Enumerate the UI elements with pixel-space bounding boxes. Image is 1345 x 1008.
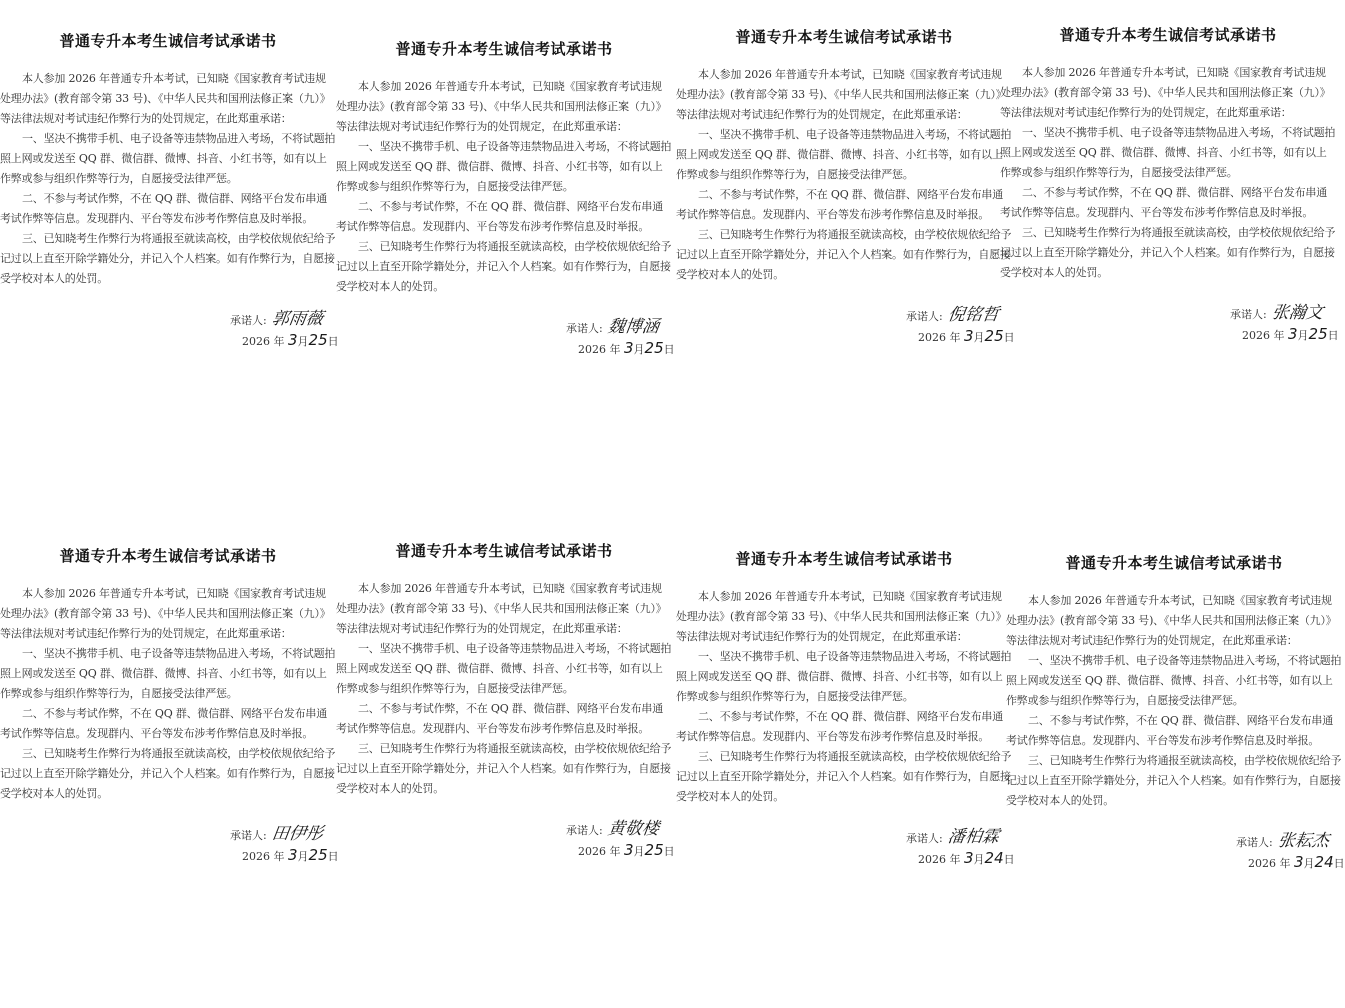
document-title: 普通专升本考生诚信考试承诺书 xyxy=(395,40,613,58)
pledge-document-5 xyxy=(0,545,339,864)
pledge-item-1: 一、坚决不携带手机、电子设备等违禁物品进入考场，不将试题拍照上网或发送至 QQ 群、微信群、微博、抖音、小红书等，如有以上作弊或参与组织作弊等行为，自愿接受法律严惩。 xyxy=(1000,126,1336,179)
date-day-unit: 日 xyxy=(327,335,339,348)
date-year: 2026 年 xyxy=(242,335,285,348)
handwritten-signature: 张瀚文 xyxy=(1270,303,1325,323)
intro-paragraph: 本人参加 2026 年普通专升本考试，已知晓《国家教育考试违规处理办法》(教育部令第 33 号)、《中华人民共和国刑法修正案（九）》等法律法规对考试违纪作弊行为的处罚规定，在此郑重承诺： xyxy=(336,582,667,635)
pledge-item-3: 三、已知晓考生作弊行为将通报至就读高校，由学校依规依纪给予记过以上直至开除学籍处分，并记入个人档案。如有作弊行为，自愿接受学校对本人的处罚。 xyxy=(676,228,1012,281)
document-title: 普通专升本考生诚信考试承诺书 xyxy=(1059,26,1277,44)
pledge-document-1 xyxy=(0,30,339,349)
handwritten-signature: 潘柏霖 xyxy=(946,827,1001,847)
date-day: 25 xyxy=(644,339,664,357)
signature-block xyxy=(676,303,1015,345)
pledge-item-2: 二、不参与考试作弊，不在 QQ 群、微信群、网络平台发布串通考试作弊等信息。发现群内、平台等发布涉考作弊信息及时举报。 xyxy=(676,710,1004,743)
pledge-item-3: 三、已知晓考生作弊行为将通报至就读高校，由学校依规依纪给予记过以上直至开除学籍处分，并记入个人档案。如有作弊行为，自愿接受学校对本人的处罚。 xyxy=(336,742,672,795)
intro-paragraph: 本人参加 2026 年普通专升本考试，已知晓《国家教育考试违规处理办法》(教育部令第 33 号)、《中华人民共和国刑法修正案（九）》等法律法规对考试违纪作弊行为的处罚规定，在此郑重承诺： xyxy=(1006,594,1337,647)
pledge-document-2 xyxy=(336,38,675,357)
signature-date xyxy=(1236,853,1345,871)
signature-block xyxy=(0,307,339,349)
date-month: 3 xyxy=(288,331,298,349)
intro-paragraph: 本人参加 2026 年普通专升本考试，已知晓《国家教育考试违规处理办法》(教育部令第 33 号)、《中华人民共和国刑法修正案（九）》等法律法规对考试违纪作弊行为的处罚规定，在此郑重承诺： xyxy=(676,590,1007,643)
pledge-item-2: 二、不参与考试作弊，不在 QQ 群、微信群、网络平台发布串通考试作弊等信息。发现群内、平台等发布涉考作弊信息及时举报。 xyxy=(0,707,328,740)
handwritten-signature: 魏博涵 xyxy=(606,317,661,337)
date-month: 3 xyxy=(964,849,974,867)
date-month-unit: 月 xyxy=(297,850,309,863)
pledge-document-8 xyxy=(1003,552,1345,871)
document-title: 普通专升本考生诚信考试承诺书 xyxy=(395,542,613,560)
signature-date xyxy=(566,841,675,859)
pledge-item-1: 一、坚决不携带手机、电子设备等违禁物品进入考场，不将试题拍照上网或发送至 QQ 群、微信群、微博、抖音、小红书等，如有以上作弊或参与组织作弊等行为，自愿接受法律严惩。 xyxy=(0,132,336,185)
date-year: 2026 年 xyxy=(578,343,621,356)
signer-label: 承诺人: xyxy=(1230,308,1267,321)
document-title: 普通专升本考生诚信考试承诺书 xyxy=(1065,554,1283,572)
date-year: 2026 年 xyxy=(578,845,621,858)
signature-block xyxy=(336,817,675,859)
date-day-unit: 日 xyxy=(663,845,675,858)
date-day-unit: 日 xyxy=(327,850,339,863)
signer-label: 承诺人: xyxy=(906,832,943,845)
handwritten-signature: 黄敬楼 xyxy=(606,819,661,839)
pledge-item-2: 二、不参与考试作弊，不在 QQ 群、微信群、网络平台发布串通考试作弊等信息。发现群内、平台等发布涉考作弊信息及时举报。 xyxy=(1006,714,1334,747)
intro-paragraph: 本人参加 2026 年普通专升本考试，已知晓《国家教育考试违规处理办法》(教育部令第 33 号)、《中华人民共和国刑法修正案（九）》等法律法规对考试违纪作弊行为的处罚规定，在此郑重承诺： xyxy=(676,68,1007,121)
signer-label: 承诺人: xyxy=(906,310,943,323)
pledge-item-3: 三、已知晓考生作弊行为将通报至就读高校，由学校依规依纪给予记过以上直至开除学籍处分，并记入个人档案。如有作弊行为，自愿接受学校对本人的处罚。 xyxy=(1000,226,1336,279)
pledge-item-1: 一、坚决不携带手机、电子设备等违禁物品进入考场，不将试题拍照上网或发送至 QQ 群、微信群、微博、抖音、小红书等，如有以上作弊或参与组织作弊等行为，自愿接受法律严惩。 xyxy=(0,647,336,700)
signature-date xyxy=(566,339,675,357)
pledge-document-7 xyxy=(676,548,1015,867)
date-day-unit: 日 xyxy=(1327,329,1339,342)
date-day: 25 xyxy=(644,841,664,859)
signature-date xyxy=(1230,325,1339,343)
date-month-unit: 月 xyxy=(633,845,645,858)
intro-paragraph: 本人参加 2026 年普通专升本考试，已知晓《国家教育考试违规处理办法》(教育部令第 33 号)、《中华人民共和国刑法修正案（九）》等法律法规对考试违纪作弊行为的处罚规定，在此郑重承诺： xyxy=(0,72,331,125)
date-year: 2026 年 xyxy=(918,853,961,866)
date-year: 2026 年 xyxy=(1242,329,1285,342)
date-month-unit: 月 xyxy=(633,343,645,356)
handwritten-signature: 郭雨薇 xyxy=(270,309,325,329)
date-month: 3 xyxy=(1294,853,1304,871)
pledge-item-2: 二、不参与考试作弊，不在 QQ 群、微信群、网络平台发布串通考试作弊等信息。发现群内、平台等发布涉考作弊信息及时举报。 xyxy=(676,188,1004,221)
intro-paragraph: 本人参加 2026 年普通专升本考试，已知晓《国家教育考试违规处理办法》(教育部令第 33 号)、《中华人民共和国刑法修正案（九）》等法律法规对考试违纪作弊行为的处罚规定，在此郑重承诺： xyxy=(0,587,331,640)
signature-block xyxy=(676,825,1015,867)
pledge-item-1: 一、坚决不携带手机、电子设备等违禁物品进入考场，不将试题拍照上网或发送至 QQ 群、微信群、微博、抖音、小红书等，如有以上作弊或参与组织作弊等行为，自愿接受法律严惩。 xyxy=(336,642,672,695)
pledge-document-6 xyxy=(336,540,675,859)
date-month: 3 xyxy=(624,339,634,357)
pledge-item-2: 二、不参与考试作弊，不在 QQ 群、微信群、网络平台发布串通考试作弊等信息。发现群内、平台等发布涉考作弊信息及时举报。 xyxy=(0,192,328,225)
pledge-item-3: 三、已知晓考生作弊行为将通报至就读高校，由学校依规依纪给予记过以上直至开除学籍处分，并记入个人档案。如有作弊行为，自愿接受学校对本人的处罚。 xyxy=(0,232,336,285)
date-month-unit: 月 xyxy=(973,331,985,344)
signature-block xyxy=(1000,301,1339,343)
signature-block xyxy=(0,822,339,864)
signature-date xyxy=(230,331,339,349)
intro-paragraph: 本人参加 2026 年普通专升本考试，已知晓《国家教育考试违规处理办法》(教育部令第 33 号)、《中华人民共和国刑法修正案（九）》等法律法规对考试违纪作弊行为的处罚规定，在此郑重承诺： xyxy=(336,80,667,133)
intro-paragraph: 本人参加 2026 年普通专升本考试，已知晓《国家教育考试违规处理办法》(教育部令第 33 号)、《中华人民共和国刑法修正案（九）》等法律法规对考试违纪作弊行为的处罚规定，在此郑重承诺： xyxy=(1000,66,1331,119)
signer-label: 承诺人: xyxy=(230,829,267,842)
date-month-unit: 月 xyxy=(973,853,985,866)
signer-label: 承诺人: xyxy=(1236,836,1273,849)
date-month-unit: 月 xyxy=(297,335,309,348)
document-title: 普通专升本考生诚信考试承诺书 xyxy=(59,547,277,565)
date-day: 24 xyxy=(984,849,1004,867)
signature-date xyxy=(906,849,1015,867)
pledge-item-3: 三、已知晓考生作弊行为将通报至就读高校，由学校依规依纪给予记过以上直至开除学籍处分，并记入个人档案。如有作弊行为，自愿接受学校对本人的处罚。 xyxy=(336,240,672,293)
date-day-unit: 日 xyxy=(1003,331,1015,344)
pledge-item-2: 二、不参与考试作弊，不在 QQ 群、微信群、网络平台发布串通考试作弊等信息。发现群内、平台等发布涉考作弊信息及时举报。 xyxy=(1000,186,1328,219)
date-day-unit: 日 xyxy=(1003,853,1015,866)
date-month-unit: 月 xyxy=(1297,329,1309,342)
signer-label: 承诺人: xyxy=(230,314,267,327)
handwritten-signature: 张耘杰 xyxy=(1276,831,1331,851)
date-year: 2026 年 xyxy=(242,850,285,863)
date-day: 25 xyxy=(308,331,328,349)
date-month: 3 xyxy=(1288,325,1298,343)
pledge-item-2: 二、不参与考试作弊，不在 QQ 群、微信群、网络平台发布串通考试作弊等信息。发现群内、平台等发布涉考作弊信息及时举报。 xyxy=(336,200,664,233)
signature-block xyxy=(1003,829,1345,871)
date-day: 25 xyxy=(984,327,1004,345)
pledge-document-3 xyxy=(676,26,1015,345)
date-month: 3 xyxy=(288,846,298,864)
signature-block xyxy=(336,315,675,357)
document-title: 普通专升本考生诚信考试承诺书 xyxy=(59,32,277,50)
date-day: 25 xyxy=(1308,325,1328,343)
pledge-document-4 xyxy=(1000,24,1339,343)
date-month: 3 xyxy=(964,327,974,345)
document-title: 普通专升本考生诚信考试承诺书 xyxy=(735,28,953,46)
signature-date xyxy=(230,846,339,864)
date-day-unit: 日 xyxy=(1333,857,1345,870)
date-day-unit: 日 xyxy=(663,343,675,356)
date-day: 24 xyxy=(1314,853,1334,871)
document-title: 普通专升本考生诚信考试承诺书 xyxy=(735,550,953,568)
pledge-item-1: 一、坚决不携带手机、电子设备等违禁物品进入考场，不将试题拍照上网或发送至 QQ 群、微信群、微博、抖音、小红书等，如有以上作弊或参与组织作弊等行为，自愿接受法律严惩。 xyxy=(1006,654,1342,707)
pledge-item-1: 一、坚决不携带手机、电子设备等违禁物品进入考场，不将试题拍照上网或发送至 QQ 群、微信群、微博、抖音、小红书等，如有以上作弊或参与组织作弊等行为，自愿接受法律严惩。 xyxy=(676,650,1012,703)
pledge-item-3: 三、已知晓考生作弊行为将通报至就读高校，由学校依规依纪给予记过以上直至开除学籍处分，并记入个人档案。如有作弊行为，自愿接受学校对本人的处罚。 xyxy=(0,747,336,800)
signature-date xyxy=(906,327,1015,345)
date-year: 2026 年 xyxy=(1248,857,1291,870)
date-day: 25 xyxy=(308,846,328,864)
signer-label: 承诺人: xyxy=(566,824,603,837)
date-month-unit: 月 xyxy=(1303,857,1315,870)
pledge-item-3: 三、已知晓考生作弊行为将通报至就读高校，由学校依规依纪给予记过以上直至开除学籍处分，并记入个人档案。如有作弊行为，自愿接受学校对本人的处罚。 xyxy=(676,750,1012,803)
pledge-item-2: 二、不参与考试作弊，不在 QQ 群、微信群、网络平台发布串通考试作弊等信息。发现群内、平台等发布涉考作弊信息及时举报。 xyxy=(336,702,664,735)
handwritten-signature: 倪铭哲 xyxy=(946,305,1001,325)
handwritten-signature: 田伊彤 xyxy=(270,824,325,844)
date-month: 3 xyxy=(624,841,634,859)
pledge-item-1: 一、坚决不携带手机、电子设备等违禁物品进入考场，不将试题拍照上网或发送至 QQ 群、微信群、微博、抖音、小红书等，如有以上作弊或参与组织作弊等行为，自愿接受法律严惩。 xyxy=(336,140,672,193)
pledge-item-3: 三、已知晓考生作弊行为将通报至就读高校，由学校依规依纪给予记过以上直至开除学籍处分，并记入个人档案。如有作弊行为，自愿接受学校对本人的处罚。 xyxy=(1006,754,1342,807)
signer-label: 承诺人: xyxy=(566,322,603,335)
pledge-item-1: 一、坚决不携带手机、电子设备等违禁物品进入考场，不将试题拍照上网或发送至 QQ 群、微信群、微博、抖音、小红书等，如有以上作弊或参与组织作弊等行为，自愿接受法律严惩。 xyxy=(676,128,1012,181)
date-year: 2026 年 xyxy=(918,331,961,344)
